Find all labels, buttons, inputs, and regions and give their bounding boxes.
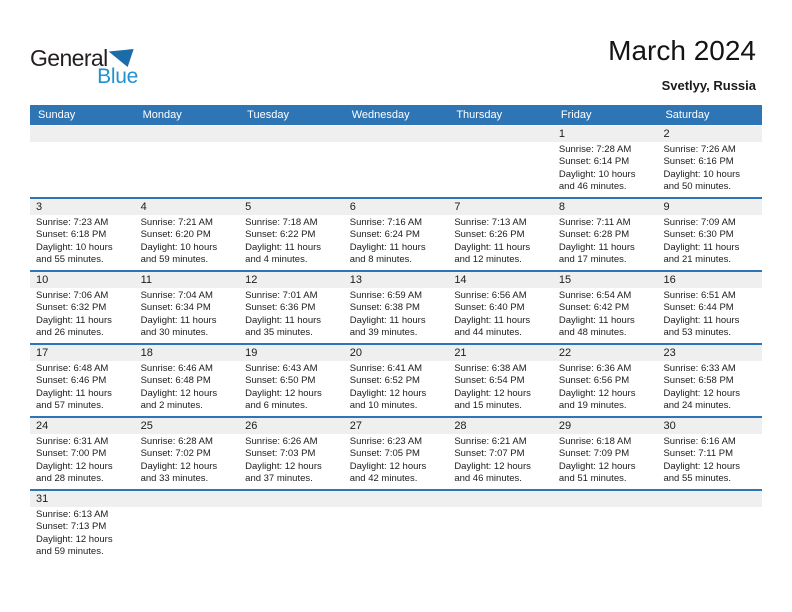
empty-day-cell — [344, 491, 449, 562]
day-number — [239, 126, 344, 142]
general-blue-logo — [30, 47, 140, 87]
day-cell — [30, 491, 135, 562]
day-cell — [657, 418, 762, 489]
day-cell — [239, 199, 344, 270]
detail-line: Daylight: 11 hours and 12 minutes. — [454, 241, 531, 266]
day-details — [135, 215, 240, 270]
day-number: 1 — [553, 126, 658, 142]
detail-line: Sunset: 6:50 PM — [245, 375, 316, 387]
detail-line: Sunset: 6:26 PM — [454, 229, 525, 241]
detail-line: Sunset: 6:14 PM — [558, 156, 630, 168]
detail-line: Sunrise: 6:54 AM — [558, 290, 632, 301]
detail-line: Sunset: 7:02 PM — [140, 448, 211, 460]
day-cell — [448, 272, 553, 343]
detail-line: Sunrise: 6:13 AM — [36, 509, 109, 520]
detail-line: Sunrise: 6:31 AM — [36, 436, 109, 447]
day-details — [239, 215, 344, 270]
detail-line: Sunrise: 7:18 AM — [245, 217, 318, 228]
detail-line: Daylight: 12 hours and 28 minutes. — [36, 460, 113, 485]
day-cell — [135, 345, 240, 416]
detail-line: Sunrise: 6:16 AM — [663, 436, 736, 447]
detail-line: Sunset: 7:11 PM — [663, 448, 733, 460]
day-details — [553, 434, 658, 489]
day-number: 3 — [30, 199, 135, 215]
day-number — [553, 491, 658, 507]
empty-day-cell — [135, 491, 240, 562]
day-number: 4 — [135, 199, 240, 215]
day-number: 18 — [135, 345, 240, 361]
day-number: 31 — [30, 491, 135, 507]
day-number: 13 — [344, 272, 449, 288]
detail-line: Daylight: 10 hours and 59 minutes. — [140, 241, 218, 266]
detail-line: Sunrise: 6:33 AM — [663, 363, 736, 374]
day-cell — [657, 199, 762, 270]
page-title: March 2024 — [608, 35, 756, 66]
day-number — [657, 491, 762, 507]
day-number: 15 — [553, 272, 658, 288]
detail-line: Sunset: 6:36 PM — [245, 302, 316, 314]
day-details — [344, 288, 449, 343]
calendar-weeks — [30, 126, 762, 562]
day-cell — [344, 199, 449, 270]
day-number — [30, 126, 135, 142]
day-details — [657, 142, 762, 197]
day-number: 25 — [135, 418, 240, 434]
day-cell — [553, 345, 658, 416]
detail-line: Sunset: 6:48 PM — [140, 375, 211, 387]
day-details — [657, 215, 762, 270]
detail-line: Daylight: 11 hours and 17 minutes. — [558, 241, 635, 266]
day-cell — [135, 418, 240, 489]
day-cell — [448, 418, 553, 489]
detail-line: Daylight: 11 hours and 30 minutes. — [140, 314, 217, 339]
day-details — [135, 507, 240, 562]
logo-text-blue: Blue — [97, 65, 138, 88]
detail-line: Daylight: 12 hours and 6 minutes. — [245, 387, 322, 412]
detail-line: Sunrise: 6:36 AM — [558, 363, 632, 374]
detail-line: Sunrise: 6:46 AM — [140, 363, 213, 374]
day-number: 8 — [553, 199, 658, 215]
empty-day-cell — [448, 126, 553, 197]
day-number: 22 — [553, 345, 658, 361]
day-details — [448, 507, 553, 562]
detail-line: Sunrise: 7:26 AM — [663, 144, 736, 155]
day-details — [657, 507, 762, 562]
day-details — [239, 361, 344, 416]
detail-line: Sunset: 6:18 PM — [36, 229, 107, 241]
week-row — [30, 126, 762, 199]
day-details — [239, 288, 344, 343]
day-details — [30, 142, 135, 197]
detail-line: Daylight: 11 hours and 26 minutes. — [36, 314, 112, 339]
detail-line: Sunrise: 7:06 AM — [36, 290, 109, 301]
day-details — [553, 361, 658, 416]
detail-line: Daylight: 12 hours and 37 minutes. — [245, 460, 322, 485]
empty-day-cell — [448, 491, 553, 562]
day-cell — [239, 418, 344, 489]
weekday-header-thursday: Thursday — [456, 109, 503, 121]
day-cell — [239, 345, 344, 416]
day-number: 23 — [657, 345, 762, 361]
detail-line: Sunset: 6:34 PM — [140, 302, 211, 314]
calendar — [30, 105, 762, 562]
logo-text-general: General — [30, 45, 108, 71]
week-row — [30, 491, 762, 562]
day-details — [30, 288, 135, 343]
day-number: 27 — [344, 418, 449, 434]
empty-day-cell — [239, 491, 344, 562]
detail-line: Sunrise: 6:51 AM — [663, 290, 736, 301]
day-cell — [657, 345, 762, 416]
day-details — [448, 288, 553, 343]
detail-line: Sunset: 7:13 PM — [36, 521, 107, 533]
day-details — [344, 215, 449, 270]
day-details — [30, 361, 135, 416]
weekday-header-friday: Friday — [560, 109, 592, 121]
day-number: 17 — [30, 345, 135, 361]
day-details — [30, 215, 135, 270]
detail-line: Sunset: 6:28 PM — [558, 229, 630, 241]
day-number: 5 — [239, 199, 344, 215]
week-row — [30, 199, 762, 272]
day-number: 29 — [553, 418, 658, 434]
day-number: 11 — [135, 272, 240, 288]
day-cell — [657, 272, 762, 343]
day-number: 14 — [448, 272, 553, 288]
day-number — [344, 491, 449, 507]
day-number: 16 — [657, 272, 762, 288]
day-cell — [553, 126, 658, 197]
day-details — [448, 434, 553, 489]
detail-line: Sunset: 6:46 PM — [36, 375, 107, 387]
day-details — [135, 434, 240, 489]
day-number — [135, 126, 240, 142]
weekday-header-wednesday: Wednesday — [351, 109, 410, 121]
day-details — [135, 361, 240, 416]
detail-line: Daylight: 11 hours and 39 minutes. — [349, 314, 426, 339]
day-number: 19 — [239, 345, 344, 361]
detail-line: Sunset: 6:24 PM — [349, 229, 420, 241]
detail-line: Daylight: 12 hours and 46 minutes. — [454, 460, 531, 485]
detail-line: Sunset: 6:56 PM — [558, 375, 630, 387]
day-number — [448, 126, 553, 142]
detail-line: Daylight: 11 hours and 57 minutes. — [36, 387, 112, 412]
day-details — [448, 142, 553, 197]
day-number: 2 — [657, 126, 762, 142]
day-cell — [657, 126, 762, 197]
detail-line: Daylight: 10 hours and 46 minutes. — [558, 168, 636, 193]
detail-line: Sunrise: 6:41 AM — [349, 363, 423, 374]
detail-line: Sunset: 6:58 PM — [663, 375, 734, 387]
day-number: 30 — [657, 418, 762, 434]
detail-line: Sunset: 6:30 PM — [663, 229, 734, 241]
day-number: 24 — [30, 418, 135, 434]
detail-line: Daylight: 12 hours and 51 minutes. — [558, 460, 636, 485]
weekday-header-saturday: Saturday — [665, 109, 710, 121]
detail-line: Sunrise: 6:56 AM — [454, 290, 527, 301]
day-details — [448, 361, 553, 416]
detail-line: Sunrise: 6:18 AM — [558, 436, 632, 447]
detail-line: Daylight: 12 hours and 59 minutes. — [36, 533, 113, 558]
detail-line: Sunrise: 7:21 AM — [140, 217, 213, 228]
detail-line: Daylight: 12 hours and 33 minutes. — [140, 460, 218, 485]
detail-line: Sunset: 6:54 PM — [454, 375, 525, 387]
day-number: 21 — [448, 345, 553, 361]
day-cell — [344, 345, 449, 416]
detail-line: Daylight: 11 hours and 21 minutes. — [663, 241, 740, 266]
day-number — [135, 491, 240, 507]
detail-line: Daylight: 11 hours and 8 minutes. — [349, 241, 426, 266]
day-details — [344, 507, 449, 562]
day-cell — [135, 199, 240, 270]
detail-line: Sunset: 6:42 PM — [558, 302, 630, 314]
detail-line: Daylight: 12 hours and 19 minutes. — [558, 387, 636, 412]
detail-line: Sunset: 6:44 PM — [663, 302, 734, 314]
detail-line: Sunset: 6:32 PM — [36, 302, 107, 314]
day-number: 6 — [344, 199, 449, 215]
day-details — [344, 434, 449, 489]
day-details — [553, 507, 658, 562]
detail-line: Daylight: 12 hours and 24 minutes. — [663, 387, 741, 412]
detail-line: Sunset: 6:38 PM — [349, 302, 420, 314]
detail-line: Sunrise: 7:09 AM — [663, 217, 736, 228]
detail-line: Sunrise: 7:11 AM — [558, 217, 631, 228]
weekday-header-tuesday: Tuesday — [247, 109, 289, 121]
day-cell — [553, 418, 658, 489]
detail-line: Sunrise: 6:48 AM — [36, 363, 109, 374]
day-details — [657, 434, 762, 489]
day-details — [657, 288, 762, 343]
day-details — [135, 288, 240, 343]
day-number: 20 — [344, 345, 449, 361]
detail-line: Sunrise: 6:28 AM — [140, 436, 213, 447]
empty-day-cell — [30, 126, 135, 197]
detail-line: Sunset: 6:20 PM — [140, 229, 211, 241]
day-number: 12 — [239, 272, 344, 288]
day-details — [30, 507, 135, 562]
day-details — [657, 361, 762, 416]
day-cell — [239, 272, 344, 343]
detail-line: Sunset: 7:03 PM — [245, 448, 316, 460]
empty-day-cell — [239, 126, 344, 197]
detail-line: Sunrise: 7:01 AM — [245, 290, 318, 301]
day-details — [30, 434, 135, 489]
detail-line: Daylight: 10 hours and 50 minutes. — [663, 168, 741, 193]
detail-line: Sunset: 7:00 PM — [36, 448, 107, 460]
detail-line: Daylight: 11 hours and 44 minutes. — [454, 314, 531, 339]
day-number: 10 — [30, 272, 135, 288]
detail-line: Daylight: 11 hours and 53 minutes. — [663, 314, 740, 339]
day-number: 9 — [657, 199, 762, 215]
day-details — [239, 507, 344, 562]
day-details — [135, 142, 240, 197]
day-cell — [30, 418, 135, 489]
detail-line: Sunrise: 7:28 AM — [558, 144, 632, 155]
day-details — [553, 288, 658, 343]
detail-line: Daylight: 11 hours and 35 minutes. — [245, 314, 322, 339]
day-cell — [448, 199, 553, 270]
detail-line: Daylight: 12 hours and 2 minutes. — [140, 387, 218, 412]
day-cell — [553, 199, 658, 270]
detail-line: Daylight: 11 hours and 48 minutes. — [558, 314, 635, 339]
day-cell — [30, 272, 135, 343]
week-row — [30, 272, 762, 345]
detail-line: Sunrise: 6:23 AM — [349, 436, 423, 447]
day-details — [448, 215, 553, 270]
day-details — [553, 215, 658, 270]
detail-line: Sunset: 6:52 PM — [349, 375, 420, 387]
detail-line: Daylight: 11 hours and 4 minutes. — [245, 241, 322, 266]
detail-line: Sunrise: 6:38 AM — [454, 363, 527, 374]
day-details — [344, 142, 449, 197]
day-cell — [135, 272, 240, 343]
detail-line: Sunrise: 7:23 AM — [36, 217, 109, 228]
day-cell — [448, 345, 553, 416]
day-cell — [344, 272, 449, 343]
empty-day-cell — [657, 491, 762, 562]
day-number — [239, 491, 344, 507]
detail-line: Sunrise: 6:21 AM — [454, 436, 527, 447]
weekday-header-sunday: Sunday — [38, 109, 76, 121]
day-cell — [344, 418, 449, 489]
detail-line: Sunrise: 6:59 AM — [349, 290, 423, 301]
day-cell — [30, 199, 135, 270]
day-number: 28 — [448, 418, 553, 434]
weekday-header-monday: Monday — [142, 109, 182, 121]
day-number — [448, 491, 553, 507]
day-number: 26 — [239, 418, 344, 434]
detail-line: Daylight: 12 hours and 42 minutes. — [349, 460, 427, 485]
day-details — [239, 142, 344, 197]
day-details — [344, 361, 449, 416]
day-details — [239, 434, 344, 489]
day-number: 7 — [448, 199, 553, 215]
detail-line: Sunrise: 7:13 AM — [454, 217, 527, 228]
detail-line: Daylight: 12 hours and 10 minutes. — [349, 387, 427, 412]
detail-line: Sunset: 7:07 PM — [454, 448, 525, 460]
detail-line: Sunrise: 7:04 AM — [140, 290, 213, 301]
detail-line: Sunset: 6:22 PM — [245, 229, 316, 241]
detail-line: Daylight: 12 hours and 55 minutes. — [663, 460, 741, 485]
detail-line: Sunrise: 6:43 AM — [245, 363, 318, 374]
detail-line: Sunrise: 7:16 AM — [349, 217, 423, 228]
day-number — [344, 126, 449, 142]
detail-line: Sunset: 7:09 PM — [558, 448, 630, 460]
day-cell — [553, 272, 658, 343]
empty-day-cell — [135, 126, 240, 197]
weekday-header-row — [30, 105, 762, 125]
detail-line: Sunset: 6:16 PM — [663, 156, 734, 168]
detail-line: Daylight: 10 hours and 55 minutes. — [36, 241, 113, 266]
day-details — [553, 142, 658, 197]
day-cell — [30, 345, 135, 416]
page-subtitle: Svetlyy, Russia — [661, 78, 756, 93]
empty-day-cell — [344, 126, 449, 197]
detail-line: Daylight: 12 hours and 15 minutes. — [454, 387, 531, 412]
week-row — [30, 418, 762, 491]
empty-day-cell — [553, 491, 658, 562]
week-row — [30, 345, 762, 418]
detail-line: Sunset: 7:05 PM — [349, 448, 420, 460]
detail-line: Sunset: 6:40 PM — [454, 302, 525, 314]
detail-line: Sunrise: 6:26 AM — [245, 436, 318, 447]
